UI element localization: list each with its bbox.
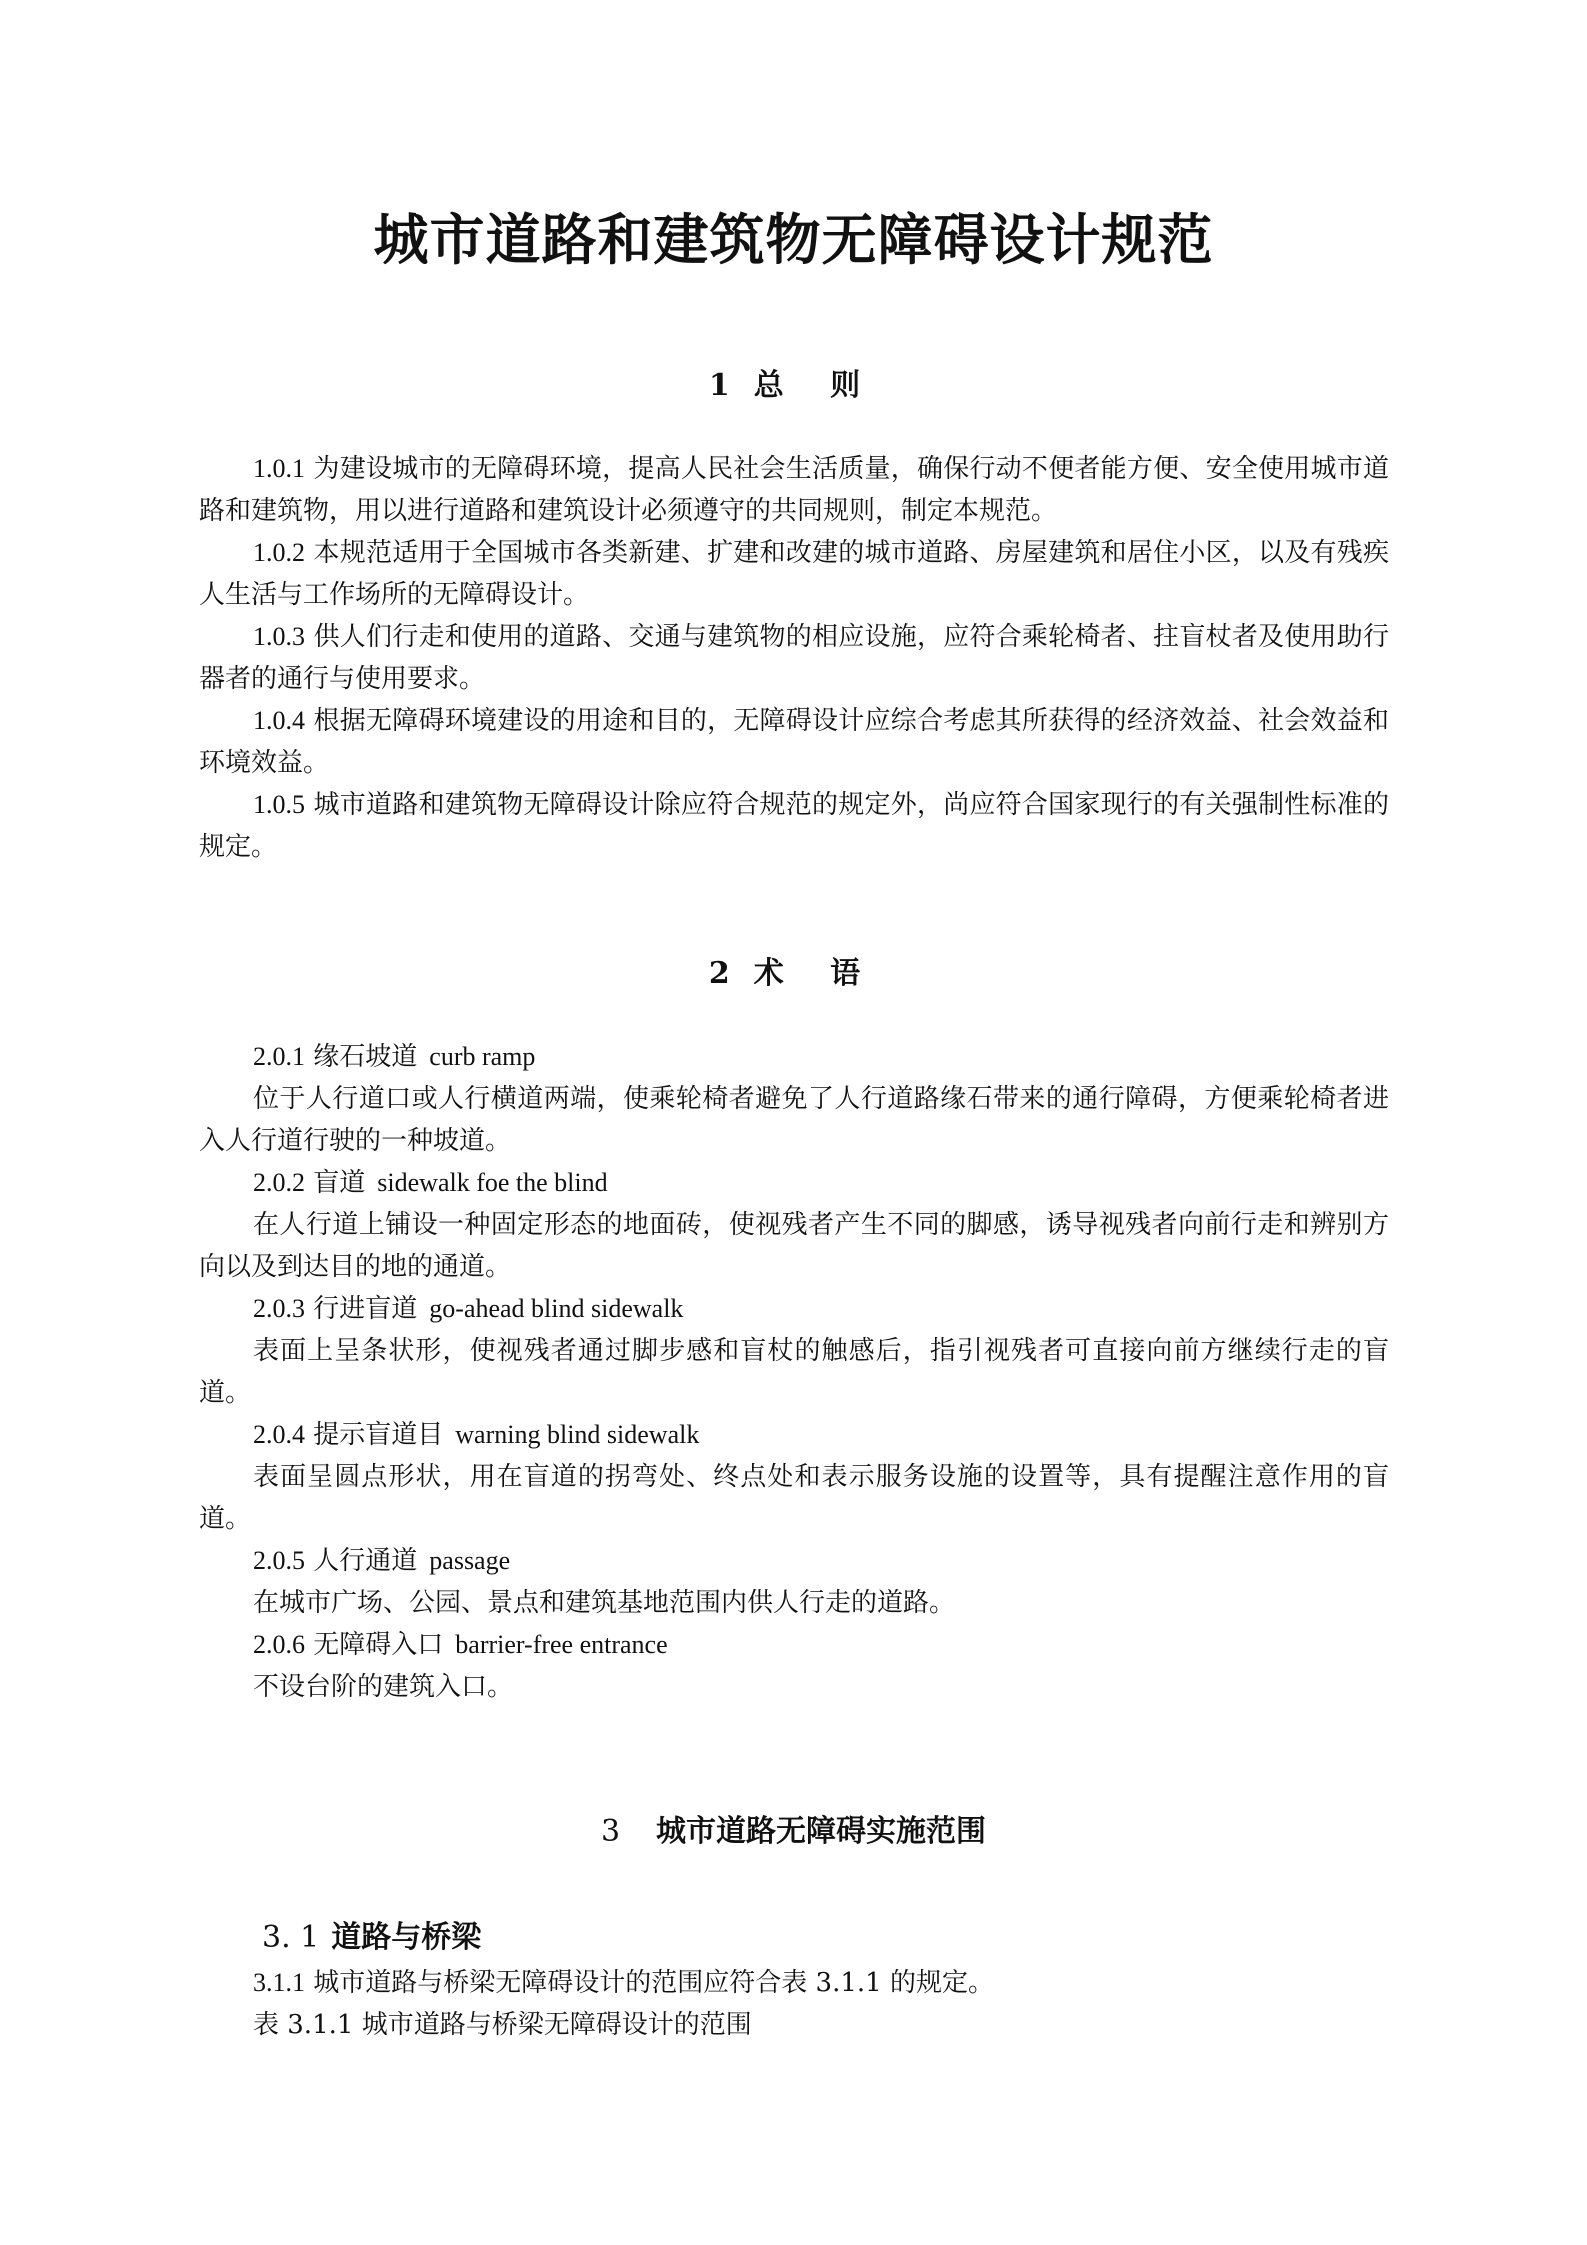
term-2-0-1: 2.0.1 缘石坡道 curb ramp (253, 1042, 536, 1072)
clause-1-0-4: 1.0.4 根据无障碍环境建设的用途和目的，无障碍设计应综合考虑其所获得的经济效益、社会效益和环境效益。 (199, 706, 1389, 778)
subsection-3-1-heading (262, 1916, 481, 1960)
term-2-0-2: 2.0.2 盲道 sidewalk foe the blind (253, 1168, 608, 1198)
section-2-body (199, 1036, 1389, 1708)
clause-1-0-2: 1.0.2 本规范适用于全国城市各类新建、扩建和改建的城市道路、房屋建筑和居住小区，以及有残疾人生活与工作场所的无障碍设计。 (199, 538, 1389, 610)
section-1-heading (0, 364, 1587, 408)
section-2-number: 2 (708, 956, 730, 991)
section-3-body (199, 1962, 1389, 2046)
term-2-0-5-definition: 在城市广场、公园、景点和建筑基地范围内供人行走的道路。 (253, 1588, 956, 1618)
clause-1-0-5: 1.0.5 城市道路和建筑物无障碍设计除应符合规范的规定外，尚应符合国家现行的有关强制性标准的规定。 (199, 790, 1389, 862)
clause-1-0-1: 1.0.1 为建设城市的无障碍环境，提高人民社会生活质量，确保行动不便者能方便、安全使用城市道路和建筑物，用以进行道路和建筑设计必须遵守的共同规则，制定本规范。 (199, 454, 1389, 526)
term-2-0-3-definition: 表面上呈条状形，使视残者通过脚步感和盲杖的触感后，指引视残者可直接向前方继续行走的盲道。 (199, 1336, 1389, 1408)
term-2-0-3: 2.0.3 行进盲道 go-ahead blind sidewalk (253, 1294, 684, 1324)
term-2-0-5: 2.0.5 人行通道 passage (253, 1546, 511, 1576)
term-2-0-4-definition: 表面呈圆点形状，用在盲道的拐弯处、终点处和表示服务设施的设置等，具有提醒注意作用的盲道。 (199, 1462, 1389, 1534)
section-1-body (199, 448, 1389, 868)
term-2-0-6-definition: 不设台阶的建筑入口。 (253, 1672, 514, 1702)
section-1-title: 总 则 (753, 368, 879, 403)
section-3-heading (0, 1810, 1587, 1854)
term-2-0-1-definition: 位于人行道口或人行横道两端，使乘轮椅者避免了人行道路缘石带来的通行障碍，方便乘轮椅者进入人行道行驶的一种坡道。 (199, 1084, 1389, 1156)
section-2-title: 术 语 (753, 956, 879, 991)
term-2-0-6: 2.0.6 无障碍入口 barrier-free entrance (253, 1630, 668, 1660)
clause-1-0-3: 1.0.3 供人们行走和使用的道路、交通与建筑物的相应设施，应符合乘轮椅者、拄盲杖者及使用助行器者的通行与使用要求。 (199, 622, 1389, 694)
subsection-3-1-number: 3. 1 (262, 1920, 320, 1955)
section-3-title: 城市道路无障碍实施范围 (656, 1814, 987, 1849)
document-title: 城市道路和建筑物无障碍设计规范 (373, 207, 1214, 272)
section-3-number: 3 (600, 1814, 621, 1849)
term-2-0-2-definition: 在人行道上铺设一种固定形态的地面砖，使视残者产生不同的脚感，诱导视残者向前行走和辨别方向以及到达目的地的通道。 (199, 1210, 1389, 1282)
clause-3-1-1: 3.1.1 城市道路与桥梁无障碍设计的范围应符合表 3.1.1 的规定。 (253, 1968, 994, 1998)
term-2-0-4: 2.0.4 提示盲道目 warning blind sidewalk (253, 1420, 700, 1450)
section-1-number: 1 (708, 368, 730, 403)
table-caption: 表 3.1.1 城市道路与桥梁无障碍设计的范围 (253, 2010, 752, 2040)
section-2-heading (0, 952, 1587, 996)
subsection-3-1-title: 道路与桥梁 (331, 1920, 482, 1955)
